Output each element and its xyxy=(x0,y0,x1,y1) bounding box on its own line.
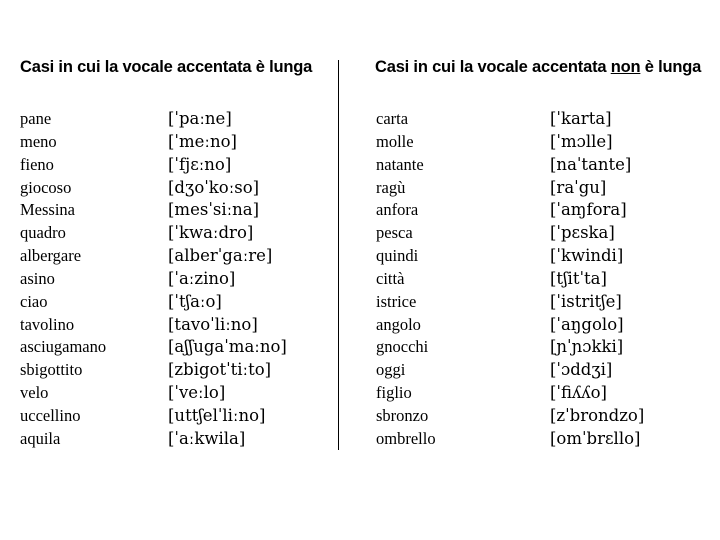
right-word: molle xyxy=(376,131,414,151)
left-word: giocoso xyxy=(20,177,72,197)
right-title-underlined: non xyxy=(610,58,641,76)
left-ipa: [ˈfjɛːno] xyxy=(168,154,232,174)
left-word: meno xyxy=(20,131,57,151)
left-word-list xyxy=(20,108,106,451)
right-ipa: [ˈmɔlle] xyxy=(550,131,613,151)
left-ipa: [aʃʃugaˈmaːno] xyxy=(168,337,287,357)
left-word: asciugamano xyxy=(20,337,107,357)
left-word: velo xyxy=(20,383,49,403)
right-ipa: [omˈbrɛllo] xyxy=(550,428,641,448)
right-ipa: [ɲˈɲɔkki] xyxy=(550,337,624,357)
left-ipa: [ˈtʃaːo] xyxy=(168,291,222,311)
right-ipa: [zˈbrondzo] xyxy=(550,405,645,425)
right-ipa: [tʃitˈta] xyxy=(550,268,607,288)
right-ipa: [ˈɔddʒi] xyxy=(550,360,613,380)
left-word: sbigottito xyxy=(20,360,83,380)
right-ipa: [ˈfiʎʎo] xyxy=(550,383,607,403)
right-ipa: [ˈkwindi] xyxy=(550,246,624,266)
right-ipa-list xyxy=(550,108,644,451)
right-ipa: [ˈkarta] xyxy=(550,109,612,128)
left-word: uccellino xyxy=(20,405,81,425)
right-word: figlio xyxy=(376,383,412,403)
left-word: Messina xyxy=(20,200,75,220)
left-ipa: [ˈaːkwila] xyxy=(168,428,246,448)
left-ipa: [zbigotˈtiːto] xyxy=(168,360,272,380)
right-word: pesca xyxy=(376,223,413,243)
right-title-after: è lunga xyxy=(644,58,702,76)
left-word: ciao xyxy=(20,291,48,311)
right-word: città xyxy=(376,268,405,288)
left-word: albergare xyxy=(20,246,82,266)
left-column-title: Casi in cui la vocale accentata è lunga xyxy=(20,58,313,76)
right-word: sbronzo xyxy=(376,405,429,425)
right-word: quindi xyxy=(376,246,419,266)
left-word: aquila xyxy=(20,428,61,448)
right-word: istrice xyxy=(376,291,417,311)
left-ipa: [ˈveːlo] xyxy=(168,383,226,403)
left-ipa: [ˈkwaːdro] xyxy=(168,223,254,243)
right-word: ombrello xyxy=(376,428,436,448)
left-word: tavolino xyxy=(20,314,75,334)
left-ipa: [ˈmeːno] xyxy=(168,131,237,151)
right-word: gnocchi xyxy=(376,337,429,357)
left-word: quadro xyxy=(20,223,66,243)
right-ipa: [ˈaŋgolo] xyxy=(550,314,624,334)
left-word: asino xyxy=(20,268,55,288)
right-column-title xyxy=(375,58,701,77)
right-ipa: [ˈistritʃe] xyxy=(550,291,622,311)
left-ipa: [ˈpaːne] xyxy=(168,109,232,128)
left-ipa: [ˈaːzino] xyxy=(168,268,236,288)
left-ipa-list xyxy=(168,108,287,451)
right-ipa: [naˈtante] xyxy=(550,154,632,174)
left-word: pane xyxy=(20,109,52,128)
column-divider xyxy=(338,60,339,450)
right-title-before: Casi in cui la vocale accentata xyxy=(375,58,607,76)
right-word: anfora xyxy=(376,200,419,220)
right-word: oggi xyxy=(376,360,406,380)
right-word: ragù xyxy=(376,177,406,197)
right-ipa: [ˈaɱfora] xyxy=(550,200,627,220)
left-word: fieno xyxy=(20,154,54,174)
right-ipa: [ˈpɛska] xyxy=(550,223,615,243)
right-word: angolo xyxy=(376,314,421,334)
right-word: natante xyxy=(376,154,424,174)
left-ipa: [mesˈsiːna] xyxy=(168,200,260,220)
left-ipa: [alberˈgaːre] xyxy=(168,246,273,266)
left-ipa: [dʒoˈkoːso] xyxy=(168,177,260,197)
left-ipa: [uttʃelˈliːno] xyxy=(168,405,266,425)
right-word: carta xyxy=(376,109,409,128)
left-ipa: [tavoˈliːno] xyxy=(168,314,258,334)
right-word-list xyxy=(376,108,436,451)
right-ipa: [raˈgu] xyxy=(550,177,607,197)
